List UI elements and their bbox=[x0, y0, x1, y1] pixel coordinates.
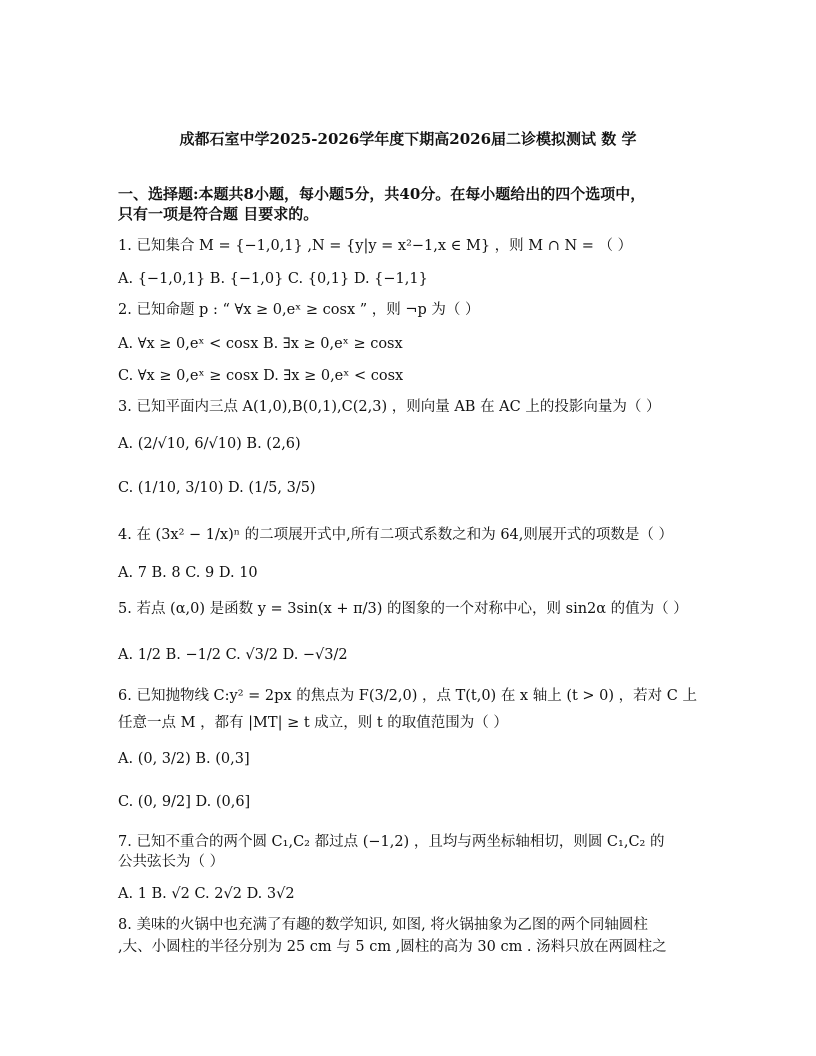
q2-stem: 2. 已知命题 p : “ ∀x ≥ 0,eˣ ≥ cosx ” ，则 ¬p 为（ ） bbox=[118, 302, 480, 318]
q3-options-cd: C. (1/10, 3/10) D. (1/5, 3/5) bbox=[118, 480, 316, 496]
q8-line2: ,大、小圆柱的半径分别为 25 cm 与 5 cm ,圆柱的高为 30 cm . 汤料只放在两圆柱之 bbox=[118, 939, 667, 955]
q1-options: A. {−1,0,1} B. {−1,0} C. {0,1} D. {−1,1} bbox=[118, 271, 428, 287]
section-heading-line1: 一、选择题:本题共8小题，每小题5分，共40分。在每小题给出的四个选项中， bbox=[118, 185, 646, 203]
q5-stem: 5. 若点 (α,0) 是函数 y = 3sin(x + π/3) 的图象的一个对称中心，则 sin2α 的值为（ ） bbox=[118, 601, 688, 617]
q8-line1: 8. 美味的火锅中也充满了有趣的数学知识, 如图, 将火锅抽象为乙图的两个同轴圆柱 bbox=[118, 917, 648, 933]
q7-options: A. 1 B. √2 C. 2√2 D. 3√2 bbox=[118, 886, 295, 902]
q4-stem: 4. 在 (3x² − 1/x)ⁿ 的二项展开式中,所有二项式系数之和为 64,则展开式的项数是（ ） bbox=[118, 527, 674, 543]
q7-stem-line2: 公共弦长为（ ） bbox=[118, 854, 225, 870]
q3-options-ab: A. (2/√10, 6/√10) B. (2,6) bbox=[118, 436, 301, 452]
q1-stem: 1. 已知集合 M = {−1,0,1} ,N = {y|y = x²−1,x ∈ M} ，则 M ∩ N = （ ） bbox=[118, 238, 633, 254]
q7-stem-line1: 7. 已知不重合的两个圆 C₁,C₂ 都过点 (−1,2) ，且均与两坐标轴相切，则圆 C₁,C₂ 的 bbox=[118, 834, 665, 850]
page-title: 成都石室中学2025-2026学年度下期高2026届二诊模拟测试 数 学 bbox=[179, 130, 637, 148]
q2-options-cd: C. ∀x ≥ 0,eˣ ≥ cosx D. ∃x ≥ 0,eˣ < cosx bbox=[118, 368, 404, 384]
section-heading-line2: 只有一项是符合题 目要求的。 bbox=[118, 205, 319, 223]
q6-options-ab: A. (0, 3/2) B. (0,3] bbox=[118, 751, 250, 767]
q4-options: A. 7 B. 8 C. 9 D. 10 bbox=[118, 565, 258, 581]
q3-stem: 3. 已知平面内三点 A(1,0),B(0,1),C(2,3) ，则向量 AB 在 AC 上的投影向量为（ ） bbox=[118, 399, 661, 415]
q6-stem-line1: 6. 已知抛物线 C:y² = 2px 的焦点为 F(3/2,0) ，点 T(t,0) 在 x 轴上 (t > 0) ，若对 C 上 bbox=[118, 688, 697, 704]
q5-options: A. 1/2 B. −1/2 C. √3/2 D. −√3/2 bbox=[118, 647, 348, 663]
q6-options-cd: C. (0, 9/2] D. (0,6] bbox=[118, 794, 251, 810]
q2-options-ab: A. ∀x ≥ 0,eˣ < cosx B. ∃x ≥ 0,eˣ ≥ cosx bbox=[118, 336, 403, 352]
q6-stem-line2: 任意一点 M ，都有 |MT| ≥ t 成立，则 t 的取值范围为（ ） bbox=[118, 715, 508, 731]
